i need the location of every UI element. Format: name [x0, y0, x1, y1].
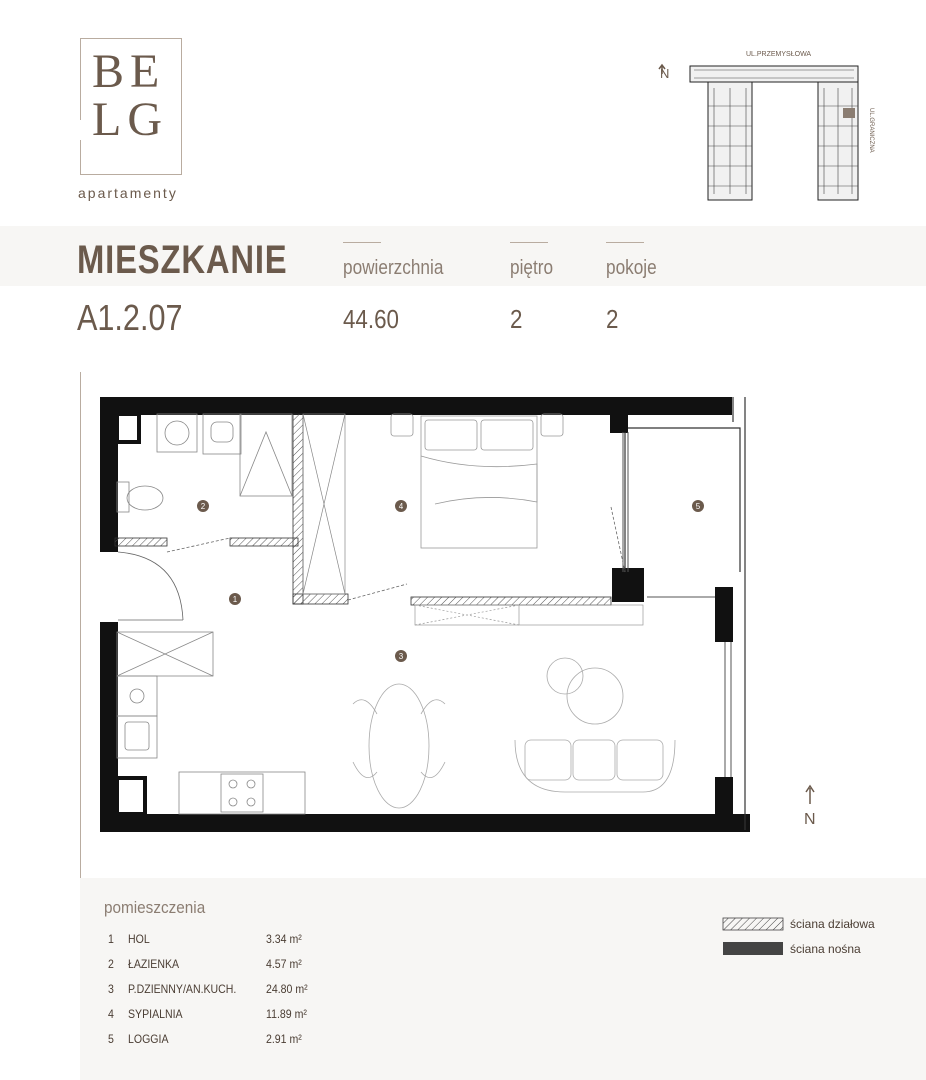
room-row — [108, 1007, 368, 1032]
site-plan — [650, 46, 890, 208]
room-area: 11.89 m² — [266, 1007, 307, 1021]
sideboard — [415, 605, 643, 625]
stat-divider — [510, 242, 548, 243]
svg-text:1: 1 — [232, 595, 238, 604]
room-area: 3.34 m² — [266, 932, 302, 946]
load-bearing-wall-label: ściana nośna — [790, 942, 861, 956]
stat-floor-value: 2 — [510, 304, 523, 334]
room-row — [108, 932, 368, 957]
stat-area-value: 44.60 — [343, 304, 399, 334]
room-name: P.DZIENNY/AN.KUCH. — [128, 982, 237, 996]
logo-line-1: BE — [92, 45, 166, 98]
room-name: ŁAZIENKA — [128, 957, 180, 971]
floor-north — [800, 782, 826, 828]
room-row — [108, 1032, 368, 1057]
wall-legend-swatches — [722, 917, 786, 957]
svg-text:5: 5 — [695, 502, 701, 511]
svg-text:3: 3 — [398, 652, 404, 661]
windows — [623, 432, 731, 777]
svg-text:4: 4 — [398, 502, 404, 511]
left-rule — [80, 372, 81, 880]
room-number: 5 — [108, 1032, 114, 1046]
stat-divider — [343, 242, 381, 243]
stat-floor-label: piętro — [510, 257, 554, 279]
building-footprint — [690, 66, 858, 200]
partition-walls — [115, 414, 611, 605]
street-top-label: UL.PRZEMYSŁOWA — [746, 51, 812, 58]
room-area: 24.80 m² — [266, 982, 308, 996]
room-name: LOGGIA — [128, 1032, 169, 1046]
sofa — [515, 658, 675, 792]
load-bearing-walls — [100, 397, 750, 832]
unit-highlight — [843, 108, 855, 118]
logo-mark — [92, 45, 168, 146]
load-bearing-wall-swatch — [723, 942, 783, 955]
room-row — [108, 957, 368, 982]
room-name: HOL — [128, 932, 150, 946]
unit-code: A1.2.07 — [77, 297, 183, 338]
room-name: SYPIALNIA — [128, 1007, 183, 1021]
stat-area-label: powierzchnia — [343, 257, 444, 279]
wardrobe — [303, 414, 345, 594]
logo-line-2: LG — [92, 93, 168, 146]
room-row — [108, 982, 368, 1007]
logo-subtitle: apartamenty — [78, 185, 178, 201]
room-number: 1 — [108, 932, 114, 946]
bed — [391, 414, 563, 548]
floor-plan — [95, 392, 755, 838]
stat-rooms-label: pokoje — [606, 257, 657, 279]
room-number: 3 — [108, 982, 114, 996]
partition-wall-swatch — [723, 918, 783, 930]
rooms-title: pomieszczenia — [104, 898, 206, 917]
logo-frame-gap — [80, 120, 83, 140]
room-area: 2.91 m² — [266, 1032, 302, 1046]
street-right-label: UL.GRANICZNA — [868, 108, 874, 153]
north-arrow-icon — [806, 786, 814, 804]
room-number: 2 — [108, 957, 114, 971]
floor-north-label: N — [804, 811, 816, 828]
bathroom-fixtures — [117, 414, 292, 512]
site-north-label: N — [660, 66, 670, 81]
stat-rooms-value: 2 — [606, 304, 619, 334]
svg-text:2: 2 — [200, 502, 206, 511]
rooms-list — [108, 932, 368, 1057]
dining-table — [353, 684, 445, 808]
page-title: MIESZKANIE — [77, 238, 288, 282]
room-area: 4.57 m² — [266, 957, 302, 971]
partition-wall-label: ściana działowa — [790, 917, 875, 931]
room-number: 4 — [108, 1007, 114, 1021]
stat-divider — [606, 242, 644, 243]
